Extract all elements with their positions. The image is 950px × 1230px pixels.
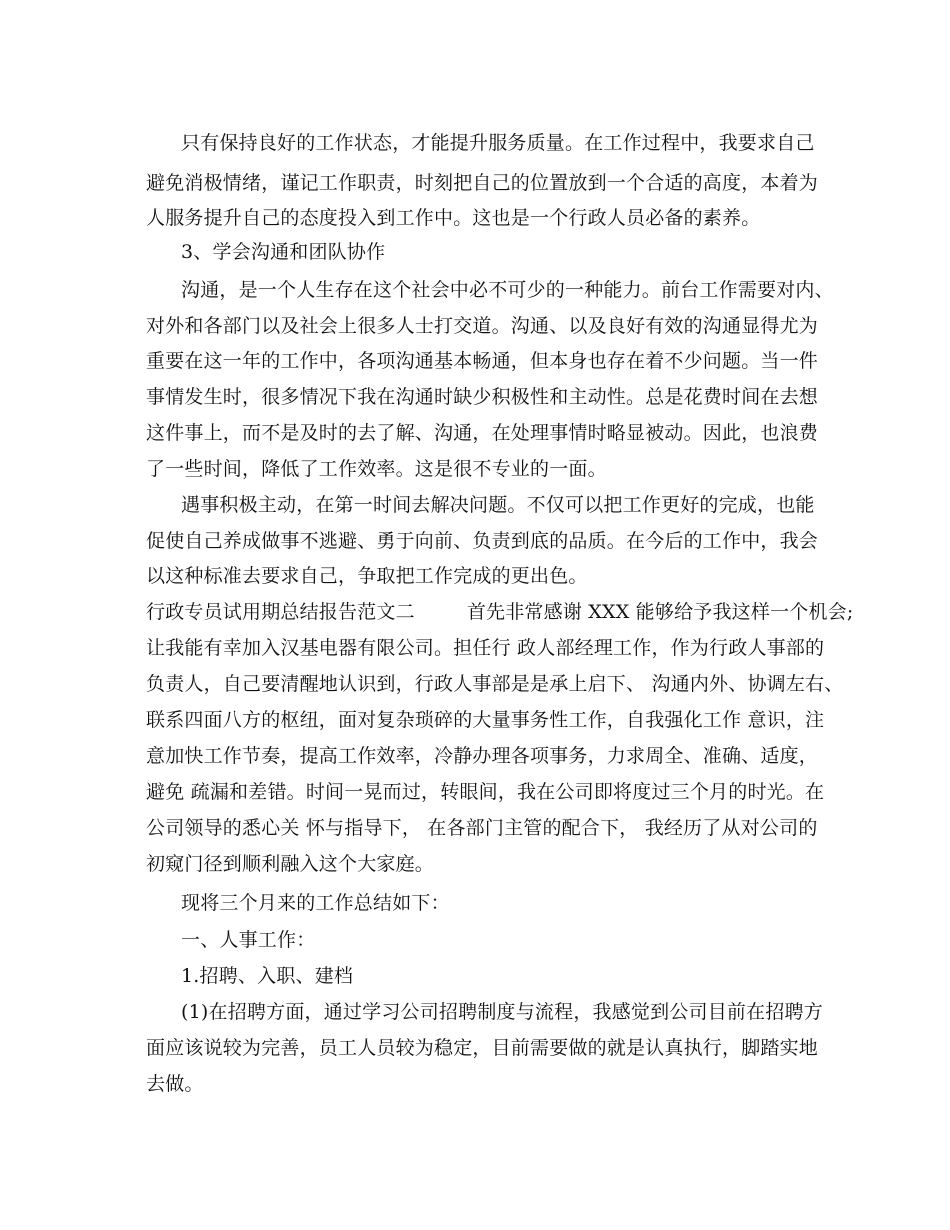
paragraph-line: 只有保持良好的工作状态，才能提升服务质量。在工作过程中，我要求自己 [181,132,815,154]
paragraph-line: 避免 疏漏和差错。时间一晃而过，转眼间，我在公司即将度过三个月的时光。在 [146,781,825,803]
paragraph-line: 去做。 [146,1073,204,1095]
paragraph-line: 沟通，是一个人生存在这个社会中必不可少的一种能力。前台工作需要对内、 [181,279,834,301]
title-line [146,600,853,624]
paragraph-line: 负责人，自己要清醒地认识到，行政人事部是是承上启下、 沟通内外、协调左右、 [146,673,844,695]
paragraph-line: 人服务提升自己的态度投入到工作中。这也是一个行政人员必备的素养。 [146,207,761,229]
paragraph-line: 面应该说较为完善，员工人员较为稳定，目前需要做的就是认真执行，脚踏实地 [146,1037,819,1059]
paragraph-line: 以这种标准去要求自己，争取把工作完成的更出色。 [146,565,588,587]
paragraph-line: 公司领导的悉心关 怀与指导下， 在各部门主管的配合下， 我经历了从对公司的 [146,817,818,839]
paragraph-line: 让我能有幸加入汉基电器有限公司。担任行 政人部经理工作，作为行政人事部的 [146,637,825,659]
paragraph-line: 联系四面八方的枢纽，面对复杂琐碎的大量事务性工作，自我强化工作 意识，注 [146,709,825,731]
section-heading: 3、学会沟通和团队协作 [181,241,386,263]
paragraph-line: 避免消极情绪，谨记工作职责，时刻把自己的位置放到一个合适的高度，本着为 [146,172,819,194]
subsection-heading: 1.招聘、入职、建档 [181,965,354,987]
paragraph-line: 促使自己养成做事不逃避、勇于向前、负责到底的品质。在今后的工作中，我会 [146,530,819,552]
paragraph-line: (1)在招聘方面，通过学习公司招聘制度与流程，我感觉到公司目前在招聘方 [181,1001,823,1023]
report-title: 行政专员试用期总结报告范文二 [146,601,415,623]
paragraph-line: 这件事上，而不是及时的去了解、沟通，在处理事情时略显被动。因此，也浪费 [146,422,819,444]
paragraph-line: 遇事积极主动，在第一时间去解决问题。不仅可以把工作更好的完成，也能 [181,494,815,516]
paragraph-line: 了一些时间，降低了工作效率。这是很不专业的一面。 [146,458,607,480]
paragraph-line: 现将三个月来的工作总结如下： [181,892,450,914]
paragraph-line: 意加快工作节奏，提高工作效率，冷静办理各项事务，力求周全、准确、适度， [146,745,819,767]
paragraph-line: 对外和各部门以及社会上很多人士打交道。沟通、以及良好有效的沟通显得尤为 [146,315,819,337]
paragraph-line: 事情发生时，很多情况下我在沟通时缺少积极性和主动性。总是花费时间在去想 [146,386,819,408]
paragraph-line: 重要在这一年的工作中，各项沟通基本畅通，但本身也存在着不少问题。当一件 [146,350,819,372]
paragraph-text: 首先非常感谢 XXX 能够给予我这样一个机会; [466,601,854,623]
section-heading: 一、人事工作： [181,929,316,951]
paragraph-line: 初窥门径到顺利融入这个大家庭。 [146,853,435,875]
